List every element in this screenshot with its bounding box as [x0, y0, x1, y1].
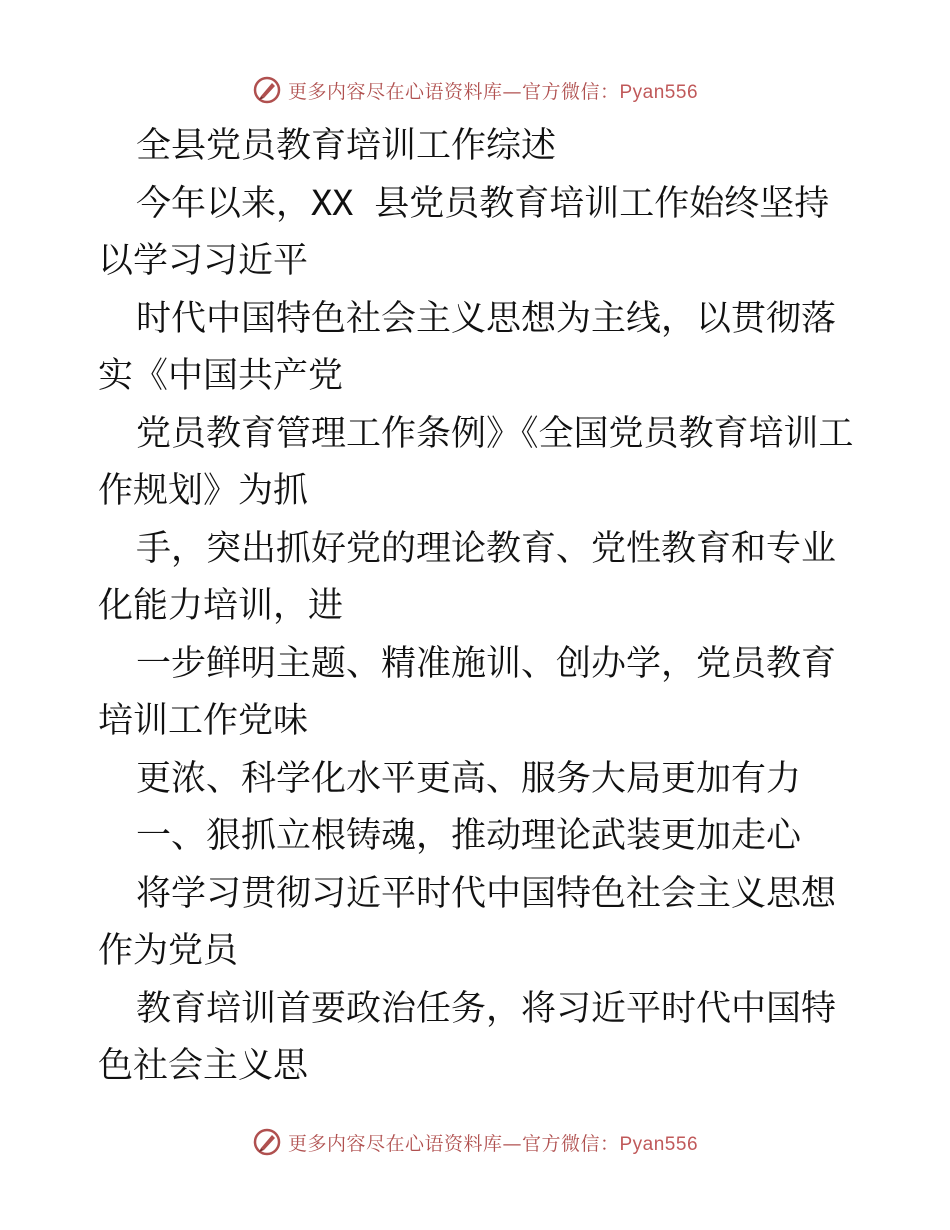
footer-watermark-banner: [0, 1122, 950, 1162]
document-title: 全县党员教育培训工作综述: [136, 126, 557, 166]
header-watermark-banner: [0, 70, 950, 110]
header-banner-text: 更多内容尽在心语资料库—官方微信：Pyan556: [287, 80, 699, 103]
paragraph-line: 更浓、科学化水平更高、服务大局更加有力: [136, 758, 802, 799]
paragraph-line: 时代中国特色社会主义思想为主线，以贯彻落实《中国共产党: [98, 298, 837, 396]
paragraph-line: 教育培训首要政治任务，将习近平时代中国特色社会主义思: [98, 988, 837, 1086]
pen-logo-icon: [252, 75, 282, 105]
document-body: [98, 118, 858, 1096]
header-wechat-id: Pyan556: [619, 81, 699, 103]
footer-wechat-id: Pyan556: [619, 1133, 699, 1155]
paragraph-line: 手，突出抓好党的理论教育、党性教育和专业化能力培训，进: [98, 528, 837, 626]
footer-banner-text: 更多内容尽在心语资料库—官方微信：Pyan556: [287, 1132, 699, 1155]
paragraph-line: 今年以来，XX 县党员教育培训工作始终坚持以学习习近平: [98, 183, 830, 281]
section-heading: 一、狠抓立根铸魂，推动理论武装更加走心: [136, 816, 802, 856]
pen-logo-icon: [252, 1127, 282, 1157]
paragraph-line: 一步鲜明主题、精准施训、创办学，党员教育培训工作党味: [98, 643, 837, 741]
paragraph-line: 党员教育管理工作条例》《全国党员教育培训工作规划》为抓: [98, 413, 854, 511]
paragraph-line: 将学习贯彻习近平时代中国特色社会主义思想作为党员: [98, 873, 837, 971]
